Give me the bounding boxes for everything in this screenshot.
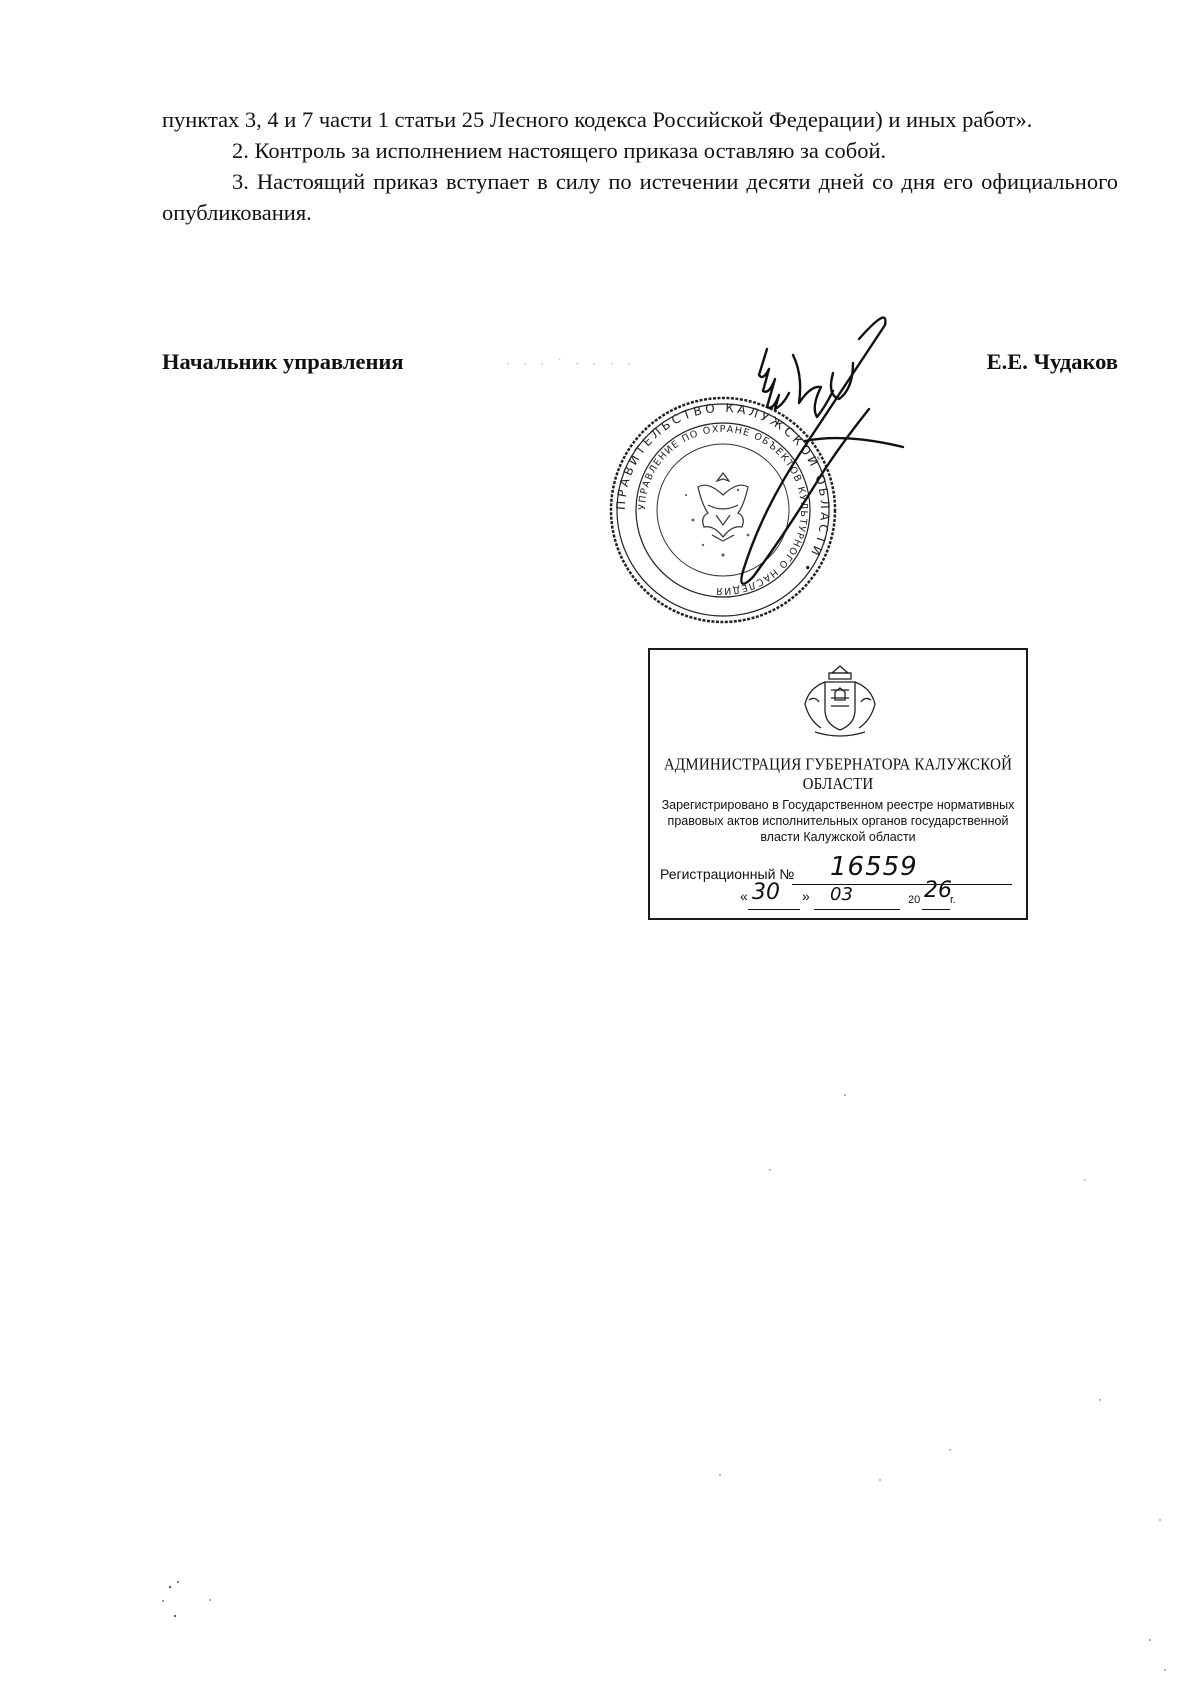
seal-outer-text: ПРАВИТЕЛЬСТВО КАЛУЖСКОЙ ОБЛАСТИ • — [613, 400, 833, 577]
date-year-prefix: 20 — [908, 894, 921, 906]
registration-stamp — [648, 648, 1028, 920]
registration-number-line — [660, 852, 1016, 882]
date-day: 30 — [752, 880, 780, 905]
signatory-title: Начальник управления — [162, 349, 404, 374]
coat-of-arms-icon — [795, 660, 885, 742]
stamp-description: Зарегистрировано в Государственном реестре нормативных правовых актов исполнительных органов государственной власти Калужской области — [661, 798, 1015, 844]
date-year: 26 — [924, 878, 952, 903]
date-suffix: г. — [950, 894, 956, 906]
signatory-name: Е.Е. Чудаков — [986, 349, 1118, 374]
registration-number: 16559 — [830, 852, 918, 882]
paragraph-3: 3. Настоящий приказ вступает в силу по истечении десяти дней со дня его официального опубликования. — [162, 169, 1118, 225]
signature-row — [162, 349, 1118, 383]
paragraph-continuation: пунктах 3, 4 и 7 части 1 статьи 25 Лесного кодекса Российской Федерации) и иных работ». — [162, 107, 1033, 132]
registration-label: Регистрационный № — [660, 866, 795, 882]
stamp-title: АДМИНИСТРАЦИЯ ГУБЕРНАТОРА КАЛУЖСКОЙ ОБЛАСТИ — [663, 755, 1013, 794]
registration-date: « 30 » 03 20 26 г. — [740, 888, 1010, 912]
faint-marks: · · · ˙ · · · · — [505, 356, 636, 373]
paragraph-2: 2. Контроль за исполнением настоящего приказа оставляю за собой. — [232, 138, 887, 163]
seal-inner-text: УПРАВЛЕНИЕ ПО ОХРАНЕ ОБЪЕКТОВ КУЛЬТУРНОГО НАСЛЕДИЯ — [636, 423, 810, 597]
date-month: 03 — [830, 884, 853, 905]
body-text — [162, 104, 1118, 228]
